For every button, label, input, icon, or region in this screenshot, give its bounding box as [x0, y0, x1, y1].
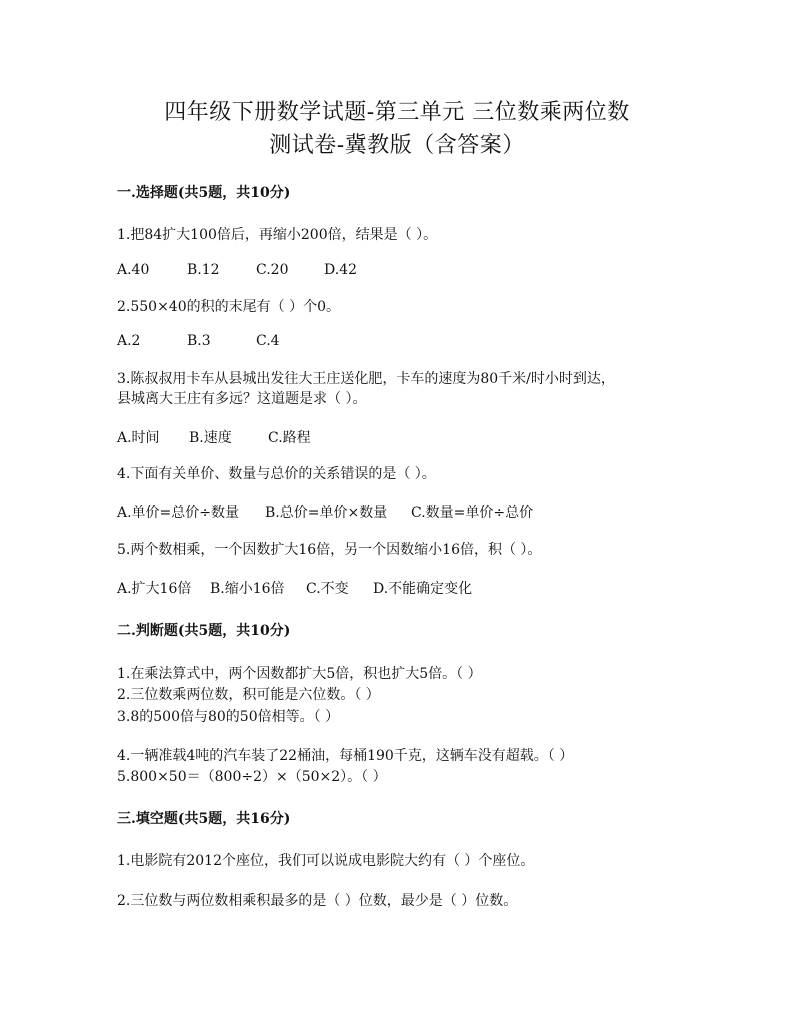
choice-options-4 [117, 502, 533, 522]
option-b: B.缩小16倍 [210, 581, 285, 597]
option-a: A.40 [117, 262, 150, 278]
option-b: B.3 [187, 333, 211, 349]
option-d: D.不能确定变化 [373, 581, 473, 597]
judge-question-3: 3.8的500倍与80的50倍相等。（ ） [117, 709, 340, 725]
choice-options-3 [117, 427, 311, 447]
section-heading-fill: 三.填空题(共5题，共16分) [117, 811, 291, 827]
choice-question-5: 5.两个数相乘，一个因数扩大16倍，另一个因数缩小16倍，积（ ）。 [117, 542, 542, 558]
option-c: C.20 [256, 262, 289, 278]
option-b: B.速度 [189, 430, 232, 446]
option-c: C.不变 [306, 581, 349, 597]
choice-options-1 [117, 262, 357, 278]
option-c: C.数量=单价÷总价 [411, 505, 534, 521]
option-a: A.扩大16倍 [117, 581, 192, 597]
fill-question-1: 1.电影院有2012个座位，我们可以说成电影院大约有（ ）个座位。 [117, 853, 535, 869]
choice-question-2: 2.550×40的积的末尾有（ ）个0。 [117, 299, 340, 315]
choice-question-3-line2: 县城离大王庄有多远？这道题是求（ ）。 [117, 391, 367, 407]
choice-options-5 [117, 578, 472, 598]
choice-options-2 [117, 333, 280, 349]
section-heading-choice: 一.选择题(共5题，共10分) [117, 185, 291, 201]
option-a: A.2 [117, 333, 141, 349]
choice-question-3-line1: 3.陈叔叔用卡车从县城出发往大王庄送化肥，卡车的速度为80千米/时小时到达， [117, 371, 615, 387]
option-a: A.时间 [117, 430, 160, 446]
choice-question-4: 4.下面有关单价、数量与总价的关系错误的是（ ）。 [117, 466, 436, 482]
option-d: D.42 [324, 262, 357, 278]
option-c: C.4 [256, 333, 280, 349]
option-b: B.总价=单价×数量 [265, 505, 388, 521]
option-c: C.路程 [268, 430, 311, 446]
option-b: B.12 [187, 262, 220, 278]
document-title-line1: 四年级下册数学试题-第三单元 三位数乘两位数 [164, 100, 630, 125]
judge-question-5: 5.800×50＝（800÷2）×（50×2）。（ ） [117, 769, 387, 785]
option-a: A.单价=总价÷数量 [117, 505, 240, 521]
choice-question-1: 1.把84扩大100倍后，再缩小200倍，结果是（ ）。 [117, 227, 438, 243]
document-title-line2: 测试卷-冀教版（含答案） [269, 133, 525, 158]
judge-question-1: 1.在乘法算式中，两个因数都扩大5倍，积也扩大5倍。（ ） [117, 666, 482, 682]
section-heading-judge: 二.判断题(共5题，共10分) [117, 623, 291, 639]
fill-question-2: 2.三位数与两位数相乘积最多的是（ ）位数，最少是（ ）位数。 [117, 893, 518, 909]
judge-question-4: 4.一辆准载4吨的汽车装了22桶油，每桶190千克，这辆车没有超载。（ ） [117, 748, 574, 764]
judge-question-2: 2.三位数乘两位数，积可能是六位数。（ ） [117, 687, 380, 703]
